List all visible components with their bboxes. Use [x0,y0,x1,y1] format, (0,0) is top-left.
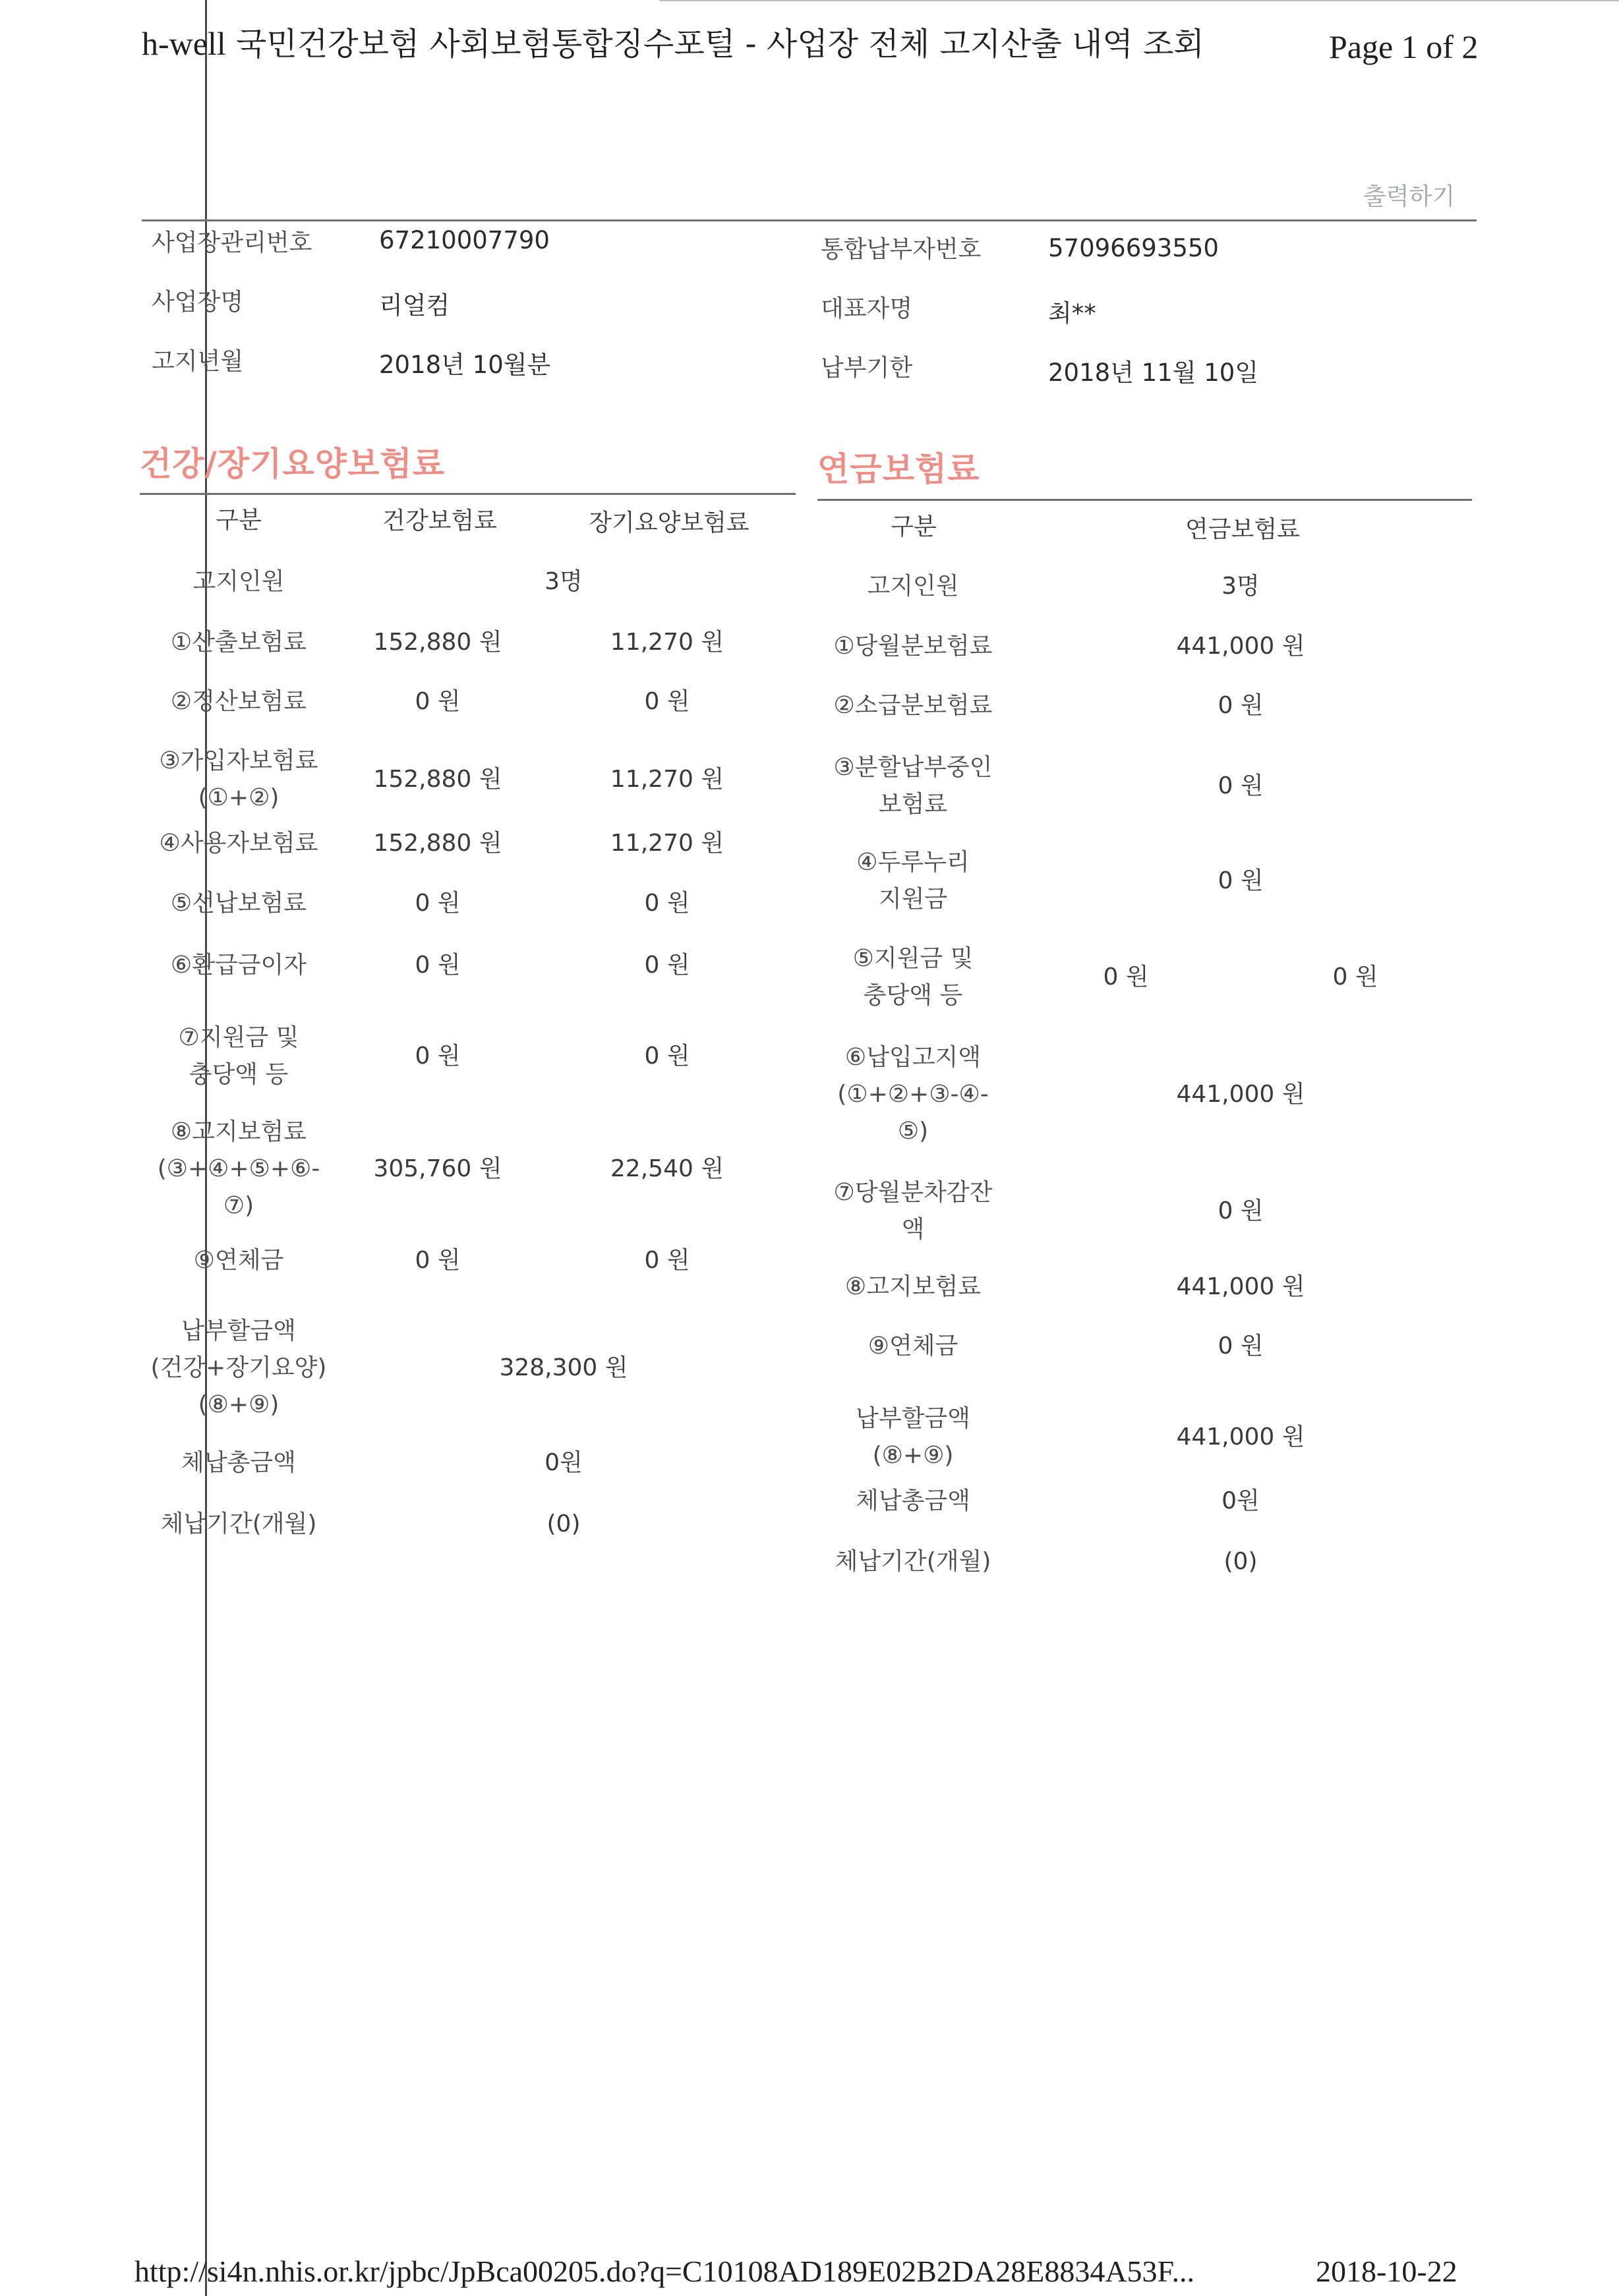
health-premium-value: 0 원 [415,890,461,917]
workplace-no-label: 사업장관리번호 [152,229,312,256]
health-row-label: ④사용자보험료 [159,830,318,857]
pension-row-value: (0) [1223,1548,1258,1575]
brand-name: h-well [142,25,226,62]
notice-month: 2018년 10월분 [379,351,551,379]
pension-row-label: 납부할금액 (⑧+⑨) [856,1405,970,1469]
health-row-label: 납부할금액 (건강+장기요양) (⑧+⑨) [150,1317,327,1418]
title-text: 국민건강보험 사회보험통합징수포털 - 사업장 전체 고지산출 내역 조회 [225,26,1204,63]
pension-row-label: 체납총금액 [856,1487,970,1514]
pension-row-value: 0 원 [1218,692,1264,719]
pension-row-label: ①당월분보험료 [833,633,993,660]
due-date: 2018년 11월 10일 [1048,359,1259,387]
ltc-premium-value: 22,540 원 [610,1155,724,1182]
pension-row-value: 441,000 원 [1176,633,1305,660]
health-row-label: ③가입자보험료 (①+②) [159,747,318,811]
health-col-header: 장기요양보험료 [589,509,750,536]
ltc-premium-value: 11,270 원 [610,629,724,656]
workplace-no: 67210007790 [379,226,550,254]
pension-row-label: ⑥납입고지액 (①+②+③-④- ⑤) [837,1044,989,1145]
ltc-premium-value: 0 원 [644,890,690,917]
health-row-label: ⑨연체금 [193,1247,284,1274]
pension-row-label: ⑧고지보험료 [844,1273,982,1300]
pension-row-value: 0 원 [1218,772,1264,799]
ltc-premium-value: 0 원 [644,688,690,715]
health-row-label: ②정산보험료 [170,688,307,715]
pension-row-label: 체납기간(개월) [835,1548,991,1575]
health-premium-value: 0 원 [415,688,461,715]
ltc-premium-value: 11,270 원 [610,766,724,793]
health-col-header: 건강보험료 [382,507,497,534]
scan-edge-line [659,0,1619,1]
health-row-label: ⑤선납보험료 [170,890,307,917]
health-premium-value: 305,760 원 [373,1155,502,1182]
health-premium-value: 0 원 [415,1043,461,1070]
pension-row-label: ②소급분보험료 [833,692,993,719]
health-section-title: 건강/장기요양보험료 [140,445,445,483]
workplace-name: 리얼컴 [379,291,450,320]
ltc-premium-value: 0 원 [644,952,690,979]
ltc-premium-value: 0 원 [644,1247,690,1274]
health-row-label: ⑧고지보험료 (③+④+⑤+⑥- ⑦) [157,1118,320,1219]
health-row-value: (0) [546,1510,581,1537]
pension-row-label: ⑦당월분차감잔 액 [833,1179,993,1243]
pension-row-value: 3명 [1222,573,1260,600]
pension-row-value: 0 원 [1218,1333,1264,1360]
pension-row-label: ④두루누리 지원금 [856,849,970,913]
pension-row-value: 0 원 [1103,963,1149,990]
health-col-header: 구분 [216,507,262,534]
pension-row-label: 고지인원 [867,573,959,600]
health-premium-value: 0 원 [415,1247,461,1274]
health-premium-value: 152,880 원 [373,830,502,857]
pension-row-value: 0 원 [1332,963,1378,990]
health-row-label: ①산출보험료 [170,629,307,656]
workplace-name-label: 사업장명 [152,289,244,316]
representative-label: 대표자명 [821,295,913,322]
health-row-value: 3명 [545,568,583,595]
health-row-value: 328,300 원 [499,1354,628,1381]
ltc-premium-value: 0 원 [644,1043,690,1070]
health-premium-value: 0 원 [415,952,461,979]
health-row-label: 체납기간(개월) [160,1510,317,1537]
page-number: Page 1 of 2 [1329,28,1479,65]
page-title [142,18,1204,64]
source-url: http://si4n.nhis.or.kr/jpbc/JpBca00205.do?q=C10108AD189E02B2DA28E8834A53F... [134,2254,1194,2288]
pension-col-header: 연금보험료 [1185,516,1300,543]
health-row-value: 0원 [545,1449,583,1476]
pension-row-label: ⑨연체금 [868,1333,958,1360]
due-date-label: 납부기한 [821,355,913,382]
health-row-label: ⑦지원금 및 충당액 등 [178,1024,299,1088]
health-premium-value: 152,880 원 [373,766,502,793]
notice-month-label: 고지년월 [152,348,244,375]
pension-row-value: 441,000 원 [1176,1273,1305,1300]
pension-row-value: 441,000 원 [1176,1423,1305,1450]
health-premium-value: 152,880 원 [373,629,502,656]
pension-section-title: 연금보험료 [817,450,980,488]
ltc-premium-value: 11,270 원 [610,830,724,857]
pension-row-label: ⑤지원금 및 충당액 등 [852,945,974,1009]
health-row-label: 고지인원 [192,568,285,595]
header-divider [142,219,1477,221]
integrated-payer-no: 57096693550 [1048,234,1219,262]
integrated-payer-label: 통합납부자번호 [821,236,982,263]
pension-row-value: 0 원 [1218,867,1264,894]
pension-row-value: 0 원 [1218,1197,1264,1224]
pension-section-divider [817,499,1472,501]
pension-row-value: 0원 [1222,1487,1260,1514]
health-row-label: ⑥환급금이자 [170,952,307,979]
pension-col-header: 구분 [891,513,937,540]
health-section-divider [140,493,796,495]
health-row-label: 체납총금액 [181,1449,296,1476]
pension-row-value: 441,000 원 [1176,1081,1305,1108]
print-date: 2018-10-22 [1316,2254,1457,2288]
representative-name: 최** [1048,299,1096,328]
pension-row-label: ③분할납부중인 보험료 [833,754,993,818]
print-button[interactable]: 출력하기 [1363,183,1456,210]
